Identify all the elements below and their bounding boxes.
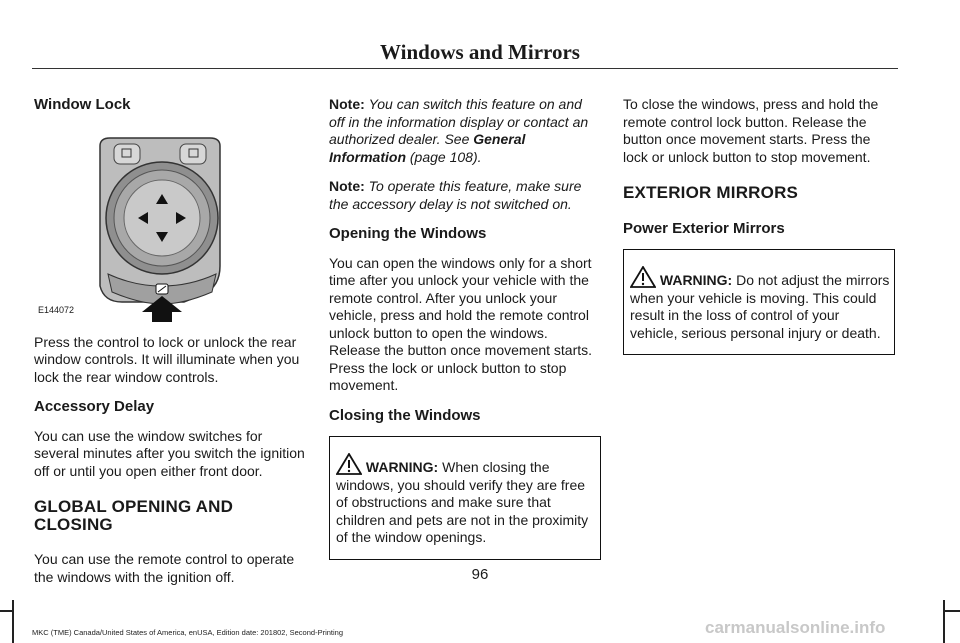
warning-label: WARNING: — [365, 459, 439, 475]
footer-edition: MKC (TME) Canada/United States of America, enUSA, Edition date: 201802, Second-Printing — [32, 628, 343, 637]
warning-label: WARNING: — [659, 272, 733, 288]
column-2 — [329, 96, 601, 560]
heading-exterior-mirrors: EXTERIOR MIRRORS — [623, 183, 799, 202]
warning-text: When closing the windows, you should verify they are free of obstructions and make sure that children and pets are not in the proximity of the window openings. — [336, 459, 589, 545]
note-2 — [329, 178, 601, 213]
paragraph-window-lock: Press the control to lock or unlock the rear window controls. It will illuminate when you lock the rear window controls. — [34, 333, 300, 385]
paragraph-opening-windows: You can open the windows only for a short time after you unlock your vehicle with the remote control. After you unlock your vehicle, press and hold the remote control unlock button to open the windows. Release the button once movement starts. Press the lock or unlock button to stop movement. — [329, 254, 593, 393]
heading-window-lock: Window Lock — [34, 96, 131, 113]
column-1 — [34, 96, 306, 598]
paragraph-accessory-delay: You can use the window switches for several minutes after you switch the ignition off or until you open either front door. — [34, 427, 305, 479]
paragraph-global-opening: You can use the remote control to operate the windows with the ignition off. — [34, 551, 295, 585]
warning-box-closing — [329, 436, 601, 560]
warning-triangle-icon — [630, 266, 656, 288]
left-window-switch-icon — [114, 144, 140, 164]
page-number: 96 — [471, 566, 489, 583]
heading-opening-windows: Opening the Windows — [329, 225, 487, 242]
note-1-reference-link[interactable]: General Information — [329, 131, 526, 165]
watermark: carmanualsonline.info — [705, 618, 886, 637]
note-1-text: You can switch this feature on and off in the information display or contact an authorized dealer. See — [329, 96, 589, 147]
crop-mark — [944, 610, 960, 612]
note-1-page: (page 108). — [409, 148, 482, 165]
control-pad-illustration — [34, 126, 306, 322]
header-rule — [32, 68, 898, 69]
note-1 — [329, 96, 601, 166]
paragraph-close-windows: To close the windows, press and hold the remote control lock button. Release the button once movement starts. Press the lock or unlock button to stop movement. — [623, 96, 879, 165]
heading-power-exterior-mirrors: Power Exterior Mirrors — [623, 219, 785, 237]
note-2-label: Note: — [329, 178, 365, 194]
crop-mark — [0, 610, 13, 612]
page-header-title: Windows and Mirrors — [380, 40, 580, 64]
note-1-label: Note: — [329, 96, 365, 112]
heading-closing-windows: Closing the Windows — [329, 406, 481, 424]
heading-accessory-delay: Accessory Delay — [34, 398, 155, 415]
crop-mark — [12, 600, 14, 643]
warning-text: Do not adjust the mirrors when your vehicle is moving. This could result in the loss of control of your vehicle, serious personal injury or death. — [630, 272, 890, 341]
right-window-switch-icon — [180, 144, 206, 164]
heading-global-opening: GLOBAL OPENING AND CLOSING — [34, 497, 234, 534]
note-2-text: To operate this feature, make sure the accessory delay is not switched on. — [329, 178, 582, 212]
warning-box-mirrors — [623, 249, 895, 355]
warning-triangle-icon — [336, 453, 362, 475]
crop-mark — [943, 600, 945, 643]
window-lock-figure — [34, 126, 306, 322]
column-3 — [623, 96, 895, 355]
figure-id: E144072 — [38, 305, 75, 315]
